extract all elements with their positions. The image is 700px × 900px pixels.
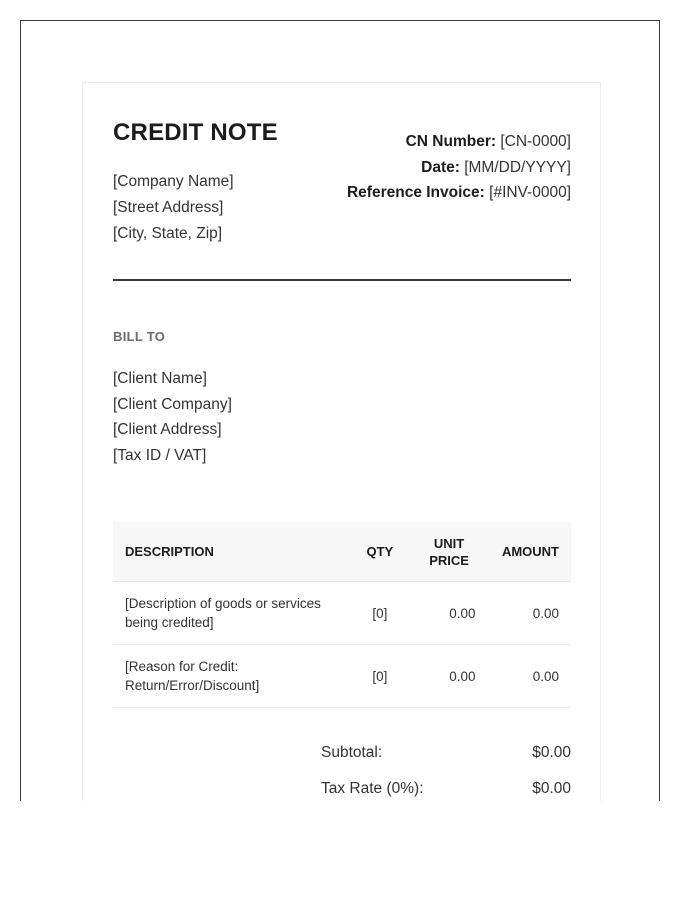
amount-column-header: AMOUNT [488,522,571,582]
reference-invoice-value: [#INV-0000] [489,184,571,201]
row-description [113,582,349,645]
unit-price-column-header [411,522,488,582]
date-value: [MM/DD/YYYY] [464,158,571,176]
meta-block [347,129,571,206]
table-row [113,582,571,645]
cn-number-row [347,129,571,155]
client-company: [Client Company] [113,395,232,413]
row-unit-price: 0.00 [411,645,488,708]
credit-note-page [82,82,601,801]
date-row [347,155,571,181]
row-amount: 0.00 [488,645,571,708]
client-tax-id: [Tax ID / VAT] [113,446,207,464]
cn-number-value: [CN-0000] [500,133,571,150]
unit-price-header-line-1: UNIT [433,535,465,551]
client-address: [Client Address] [113,421,222,438]
company-city: [City, State, Zip] [113,225,223,242]
company-name: [Company Name] [113,173,234,190]
company-block [113,169,234,247]
totals-block [321,743,571,801]
subtotal-value: $0.00 [532,744,571,761]
tax-value: $0.00 [532,780,571,797]
unit-price-header-line-2: PRICE [429,552,469,568]
line-items-table [113,522,571,708]
subtotal-row [321,743,571,779]
row-qty: [0] [349,582,411,645]
description-line-1: [Reason for Credit: [125,659,239,674]
description-line-2: being credited] [125,615,214,630]
description-line-2: Return/Error/Discount] [125,678,260,693]
row-description [113,645,349,708]
row-qty: [0] [349,645,411,708]
company-street: [Street Address] [113,199,224,216]
row-unit-price: 0.00 [411,582,488,645]
bill-to-heading: BILL TO [113,329,166,344]
bill-to-block [113,366,232,468]
description-line-1: [Description of goods or services [125,596,321,611]
row-amount: 0.00 [488,582,571,645]
subtotal-label: Subtotal: [321,744,383,761]
tax-row [321,779,571,801]
header-divider [113,279,571,281]
date-label: Date: [421,158,460,176]
table-header-row [113,522,571,582]
cn-number-label: CN Number: [405,133,497,150]
qty-column-header: QTY [349,522,411,582]
document-viewport [20,20,660,801]
tax-label: Tax Rate (0%): [321,780,424,797]
document-title: CREDIT NOTE [113,119,278,146]
reference-invoice-label: Reference Invoice: [346,184,485,201]
client-name: [Client Name] [113,370,207,387]
description-column-header: DESCRIPTION [113,522,349,582]
reference-invoice-row [347,180,571,206]
table-row [113,645,571,708]
